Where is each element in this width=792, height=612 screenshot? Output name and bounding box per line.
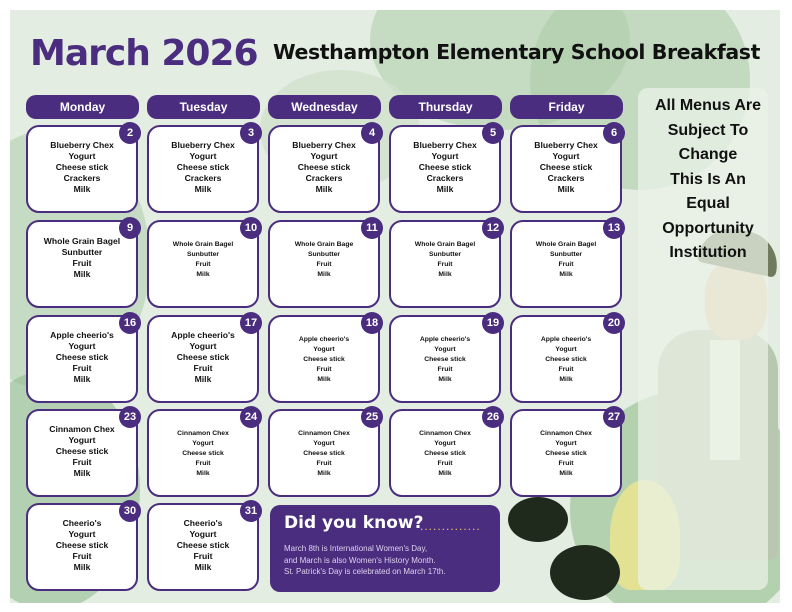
day-number-badge: 4: [361, 122, 383, 144]
day-cell: [510, 125, 622, 213]
weekday-header-monday: Monday: [26, 95, 139, 119]
day-number-badge: 6: [603, 122, 625, 144]
menu-item: Whole Grain Bagel: [535, 241, 597, 248]
menu-disclaimer: All Menus Are Subject To Change This Is An Equal Opportunity Institution: [654, 97, 762, 261]
menu-item: Milk: [438, 271, 452, 278]
menu-item: Cheese stick: [303, 356, 345, 363]
menu-item: Cheese stick: [297, 162, 351, 172]
day-cell: [510, 315, 622, 403]
menu-item: Fruit: [316, 261, 332, 268]
dotted-leader: ..............: [420, 519, 481, 533]
menu-item: Yogurt: [434, 346, 456, 353]
menu-item: Sunbutter: [186, 251, 220, 258]
day-cell: [389, 315, 501, 403]
menu-item: Milk: [194, 184, 212, 194]
menu-item: Crackers: [547, 173, 585, 183]
menu-items: [512, 335, 620, 385]
menu-items: [512, 140, 620, 195]
menu-item: Yogurt: [552, 151, 580, 161]
menu-items: [391, 140, 499, 195]
menu-item: Milk: [317, 376, 331, 383]
weekday-header-wednesday: Wednesday: [268, 95, 381, 119]
menu-item: Milk: [73, 468, 91, 478]
menu-item: Fruit: [558, 366, 574, 373]
menu-item: Milk: [196, 470, 210, 477]
menu-item: Milk: [559, 271, 573, 278]
menu-item: Fruit: [437, 366, 453, 373]
day-cell: [389, 409, 501, 497]
menu-item: Yogurt: [189, 151, 217, 161]
menu-item: Whole Grain Bagel: [414, 241, 476, 248]
menu-item: Fruit: [316, 366, 332, 373]
day-cell: [268, 315, 380, 403]
menu-item: Cheese stick: [424, 356, 466, 363]
menu-items: [512, 429, 620, 479]
menu-item: Sunbutter: [307, 251, 341, 258]
day-cell: [147, 503, 259, 591]
menu-item: Milk: [438, 470, 452, 477]
menu-item: Cheerio's: [62, 518, 102, 528]
month-title: March 2026: [30, 33, 258, 74]
menu-item: Fruit: [195, 261, 211, 268]
menu-item: Milk: [73, 374, 91, 384]
did-you-know-box: [270, 505, 500, 592]
menu-item: Sunbutter: [549, 251, 583, 258]
menu-items: [391, 429, 499, 479]
day-number-badge: 16: [119, 312, 141, 334]
menu-items: [149, 240, 257, 280]
day-number-badge: 10: [240, 217, 262, 239]
menu-item: Blueberry Chex: [292, 140, 356, 150]
menu-item: Cheese stick: [55, 446, 109, 456]
menu-item: Cinnamon Chex: [419, 430, 471, 437]
day-number-badge: 12: [482, 217, 504, 239]
menu-item: Crackers: [305, 173, 343, 183]
menu-item: Apple cheerio's: [540, 336, 592, 343]
menu-item: Milk: [73, 562, 91, 572]
menu-item: Fruit: [437, 460, 453, 467]
menu-item: Cheese stick: [176, 352, 230, 362]
menu-item: Yogurt: [189, 529, 217, 539]
menu-item: Yogurt: [310, 151, 338, 161]
menu-item: Crackers: [184, 173, 222, 183]
day-cell: [510, 409, 622, 497]
day-number-badge: 30: [119, 500, 141, 522]
menu-items: [149, 429, 257, 479]
menu-item: Cheese stick: [55, 162, 109, 172]
menu-item: Cheese stick: [539, 162, 593, 172]
menu-item: Milk: [317, 470, 331, 477]
menu-items: [28, 518, 136, 573]
day-number-badge: 24: [240, 406, 262, 428]
did-you-know-title: Did you know?: [284, 513, 424, 533]
boot-illustration: [508, 497, 568, 542]
menu-item: Blueberry Chex: [413, 140, 477, 150]
day-cell: [26, 503, 138, 591]
day-cell: [389, 125, 501, 213]
menu-item: Whole Grain Bagel: [172, 241, 234, 248]
menu-item: Yogurt: [434, 440, 456, 447]
menu-item: Yogurt: [313, 346, 335, 353]
menu-item: Fruit: [558, 261, 574, 268]
menu-item: Fruit: [195, 460, 211, 467]
menu-items: [149, 330, 257, 385]
day-number-badge: 23: [119, 406, 141, 428]
day-cell: [26, 315, 138, 403]
did-you-know-text: March 8th is International Women's Day, and March is also Women's History Month. St. Patrick's Day is celebrated on March 17th.: [284, 544, 446, 576]
day-cell: [147, 220, 259, 308]
day-cell: [268, 220, 380, 308]
menu-item: Milk: [194, 374, 212, 384]
day-number-badge: 9: [119, 217, 141, 239]
menu-item: Cheese stick: [182, 450, 224, 457]
menu-item: Crackers: [426, 173, 464, 183]
menu-item: Fruit: [316, 460, 332, 467]
day-number-badge: 31: [240, 500, 262, 522]
menu-item: Blueberry Chex: [171, 140, 235, 150]
menu-item: Fruit: [193, 551, 213, 561]
menu-item: Cheese stick: [303, 450, 345, 457]
menu-item: Cinnamon Chex: [177, 430, 229, 437]
menu-item: Milk: [73, 269, 91, 279]
menu-item: Apple cheerio's: [171, 330, 235, 340]
menu-items: [28, 236, 136, 280]
menu-item: Yogurt: [555, 440, 577, 447]
calendar-page: [10, 10, 780, 603]
menu-item: Milk: [73, 184, 91, 194]
day-cell: [268, 125, 380, 213]
menu-item: Yogurt: [68, 435, 96, 445]
menu-item: Yogurt: [313, 440, 335, 447]
menu-items: [270, 429, 378, 479]
menu-item: Yogurt: [189, 341, 217, 351]
boot-illustration: [550, 545, 620, 600]
day-number-badge: 18: [361, 312, 383, 334]
day-number-badge: 20: [603, 312, 625, 334]
day-number-badge: 5: [482, 122, 504, 144]
menu-item: Fruit: [72, 457, 92, 467]
day-number-badge: 17: [240, 312, 262, 334]
day-number-badge: 25: [361, 406, 383, 428]
day-cell: [147, 315, 259, 403]
menu-item: Yogurt: [68, 341, 96, 351]
menu-item: Yogurt: [68, 151, 96, 161]
menu-item: Cheese stick: [176, 540, 230, 550]
menu-item: Cinnamon Chex: [540, 430, 592, 437]
menu-item: Yogurt: [68, 529, 96, 539]
menu-items: [28, 330, 136, 385]
day-number-badge: 2: [119, 122, 141, 144]
menu-item: Milk: [194, 562, 212, 572]
menu-item: Sunbutter: [428, 251, 462, 258]
menu-item: Milk: [436, 184, 454, 194]
menu-item: Whole Grain Bage: [294, 241, 354, 248]
menu-item: Cheese stick: [55, 352, 109, 362]
menu-items: [28, 140, 136, 195]
day-cell: [26, 409, 138, 497]
menu-item: Milk: [317, 271, 331, 278]
menu-item: Cinnamon Chex: [298, 430, 350, 437]
day-number-badge: 3: [240, 122, 262, 144]
day-cell: [268, 409, 380, 497]
menu-item: Milk: [559, 470, 573, 477]
menu-items: [391, 335, 499, 385]
day-number-badge: 26: [482, 406, 504, 428]
menu-item: Cheese stick: [545, 356, 587, 363]
menu-item: Fruit: [72, 258, 92, 268]
menu-item: Apple cheerio's: [419, 336, 471, 343]
menu-item: Whole Grain Bagel: [43, 236, 121, 246]
menu-item: Cheese stick: [418, 162, 472, 172]
menu-item: Blueberry Chex: [534, 140, 598, 150]
weekday-header-friday: Friday: [510, 95, 623, 119]
menu-item: Yogurt: [431, 151, 459, 161]
day-cell: [389, 220, 501, 308]
day-cell: [147, 125, 259, 213]
menu-item: Yogurt: [555, 346, 577, 353]
menu-item: Milk: [315, 184, 333, 194]
day-cell: [147, 409, 259, 497]
menu-items: [512, 240, 620, 280]
menu-item: Fruit: [437, 261, 453, 268]
menu-items: [270, 335, 378, 385]
day-number-badge: 19: [482, 312, 504, 334]
day-number-badge: 13: [603, 217, 625, 239]
menu-item: Fruit: [72, 363, 92, 373]
day-cell: [26, 220, 138, 308]
menu-item: Milk: [559, 376, 573, 383]
menu-items: [149, 140, 257, 195]
weekday-header-tuesday: Tuesday: [147, 95, 260, 119]
menu-item: Cheese stick: [55, 540, 109, 550]
weekday-header-thursday: Thursday: [389, 95, 502, 119]
menu-items: [28, 424, 136, 479]
menu-item: Yogurt: [192, 440, 214, 447]
day-cell: [26, 125, 138, 213]
menu-item: Fruit: [193, 363, 213, 373]
day-cell: [510, 220, 622, 308]
day-number-badge: 11: [361, 217, 383, 239]
menu-item: Cheese stick: [424, 450, 466, 457]
menu-item: Apple cheerio's: [50, 330, 114, 340]
school-title: Westhampton Elementary School Breakfast: [273, 40, 761, 64]
menu-items: [149, 518, 257, 573]
menu-item: Cheerio's: [183, 518, 223, 528]
menu-item: Milk: [196, 271, 210, 278]
menu-item: Blueberry Chex: [50, 140, 114, 150]
menu-items: [270, 240, 378, 280]
menu-items: [391, 240, 499, 280]
menu-item: Milk: [438, 376, 452, 383]
menu-item: Cinnamon Chex: [49, 424, 115, 434]
menu-item: Fruit: [558, 460, 574, 467]
menu-item: Apple cheerio's: [298, 336, 350, 343]
menu-item: Milk: [557, 184, 575, 194]
menu-item: Cheese stick: [176, 162, 230, 172]
menu-item: Crackers: [63, 173, 101, 183]
menu-items: [270, 140, 378, 195]
menu-item: Fruit: [72, 551, 92, 561]
menu-item: Cheese stick: [545, 450, 587, 457]
menu-item: Sunbutter: [61, 247, 103, 257]
day-number-badge: 27: [603, 406, 625, 428]
